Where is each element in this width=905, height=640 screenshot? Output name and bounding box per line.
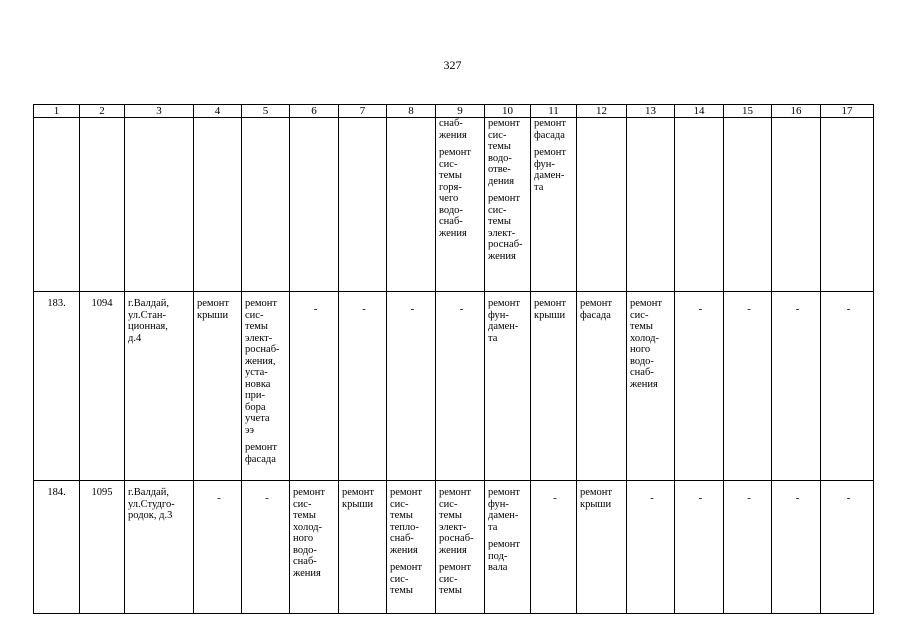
cell-col-6 [290,292,339,481]
works-table [33,104,874,614]
cell-col-10-work-1: ремонт фун- дамен- та [488,487,521,533]
column-header-16: 16 [772,105,821,118]
cont-cell-11 [531,118,577,292]
cell-col-16 [772,292,821,481]
column-header-12: 12 [577,105,627,118]
column-header-9: 9 [436,105,485,118]
cell-col-1: 184. [34,481,80,614]
cell-col-11 [531,481,577,614]
column-header-11: 11 [531,105,577,118]
cont-c9-work-2: ремонт сис- темы горя- чего водо- снаб- жения [439,147,472,239]
cell-col-14 [675,292,724,481]
column-header-2: 2 [80,105,125,118]
cell-col-11-work-1: ремонт крыши [534,298,567,321]
cell-col-15 [724,481,772,614]
cell-col-4 [194,292,242,481]
cell-col-6 [290,481,339,614]
empty-dash: - [698,304,703,315]
cell-col-12-work-1: ремонт крыши [580,487,613,510]
column-header-1: 1 [34,105,80,118]
column-header-14: 14 [675,105,724,118]
cell-col-8 [387,292,436,481]
cont-c11-work-2: ремонт фун- дамен- та [534,147,567,193]
empty-dash: - [313,304,318,315]
continuation-row [34,118,874,292]
cell-col-6-work-1: ремонт сис- темы холод- ного водо- снаб- жения [293,487,326,579]
cont-c11-work-1: ремонт фасада [534,118,567,141]
cell-col-8-work-1: ремонт сис- темы тепло- снаб- жения [390,487,423,556]
empty-dash: - [846,493,851,504]
empty-dash: - [362,304,366,315]
column-header-10: 10 [485,105,531,118]
cell-col-15 [724,292,772,481]
cell-col-12 [577,292,627,481]
column-header-7: 7 [339,105,387,118]
cell-col-8-work-2: ремонт сис- темы [390,562,423,596]
column-header-5: 5 [242,105,290,118]
cell-col-9-work-2: ремонт сис- темы [439,562,472,596]
column-header-4: 4 [194,105,242,118]
cell-col-10-work-1: ремонт фун- дамен- та [488,298,521,344]
column-header-13: 13 [627,105,675,118]
header-row [34,105,874,118]
cont-cell-9 [436,118,485,292]
cell-col-9-work-1: ремонт сис- темы элект- роснаб- жения [439,487,474,556]
cell-col-5-work-1: ремонт сис- темы элект- роснаб- жения, уста- новка при- бора учета ээ [245,298,280,436]
cell-col-9 [436,292,485,481]
cell-col-7 [339,292,387,481]
column-header-8: 8 [387,105,436,118]
empty-dash: - [846,304,851,315]
cont-cell-10 [485,118,531,292]
empty-dash: - [265,493,269,504]
cell-col-13 [627,481,675,614]
cell-col-11 [531,292,577,481]
table-row [34,292,874,481]
cell-col-9 [436,481,485,614]
cont-c9-work-1: снаб- жения [439,118,467,141]
column-header-15: 15 [724,105,772,118]
cell-col-2: 1094 [80,292,125,481]
cell-col-17 [821,481,874,614]
cont-c10-work-2: ремонт сис- темы элект- роснаб- жения [488,193,523,262]
empty-dash: - [795,304,800,315]
column-header-6: 6 [290,105,339,118]
cell-col-4-work-1: ремонт крыши [197,298,230,321]
empty-dash: - [795,493,800,504]
cell-col-3: г.Валдай, ул.Студго- родок, д.3 [125,481,194,614]
cell-col-5 [242,481,290,614]
cell-col-10-work-2: ремонт под- вала [488,539,521,573]
cell-col-1: 183. [34,292,80,481]
cell-col-3: г.Валдай, ул.Стан- ционная, д.4 [125,292,194,481]
page-number: 327 [443,58,462,72]
cell-col-10 [485,292,531,481]
empty-dash: - [553,493,557,504]
cell-col-7-work-1: ремонт крыши [342,487,375,510]
cell-col-16 [772,481,821,614]
empty-dash: - [747,493,751,504]
cell-col-7 [339,481,387,614]
cell-col-14 [675,481,724,614]
empty-dash: - [459,304,464,315]
cell-col-10 [485,481,531,614]
cell-col-12 [577,481,627,614]
cell-col-5-work-2: ремонт фасада [245,442,278,465]
cell-col-13 [627,292,675,481]
cont-c10-work-1: ремонт сис- темы водо- отве- дения [488,118,521,187]
column-header-3: 3 [125,105,194,118]
cell-col-17 [821,292,874,481]
empty-dash: - [698,493,703,504]
empty-dash: - [650,493,654,504]
cell-col-12-work-1: ремонт фасада [580,298,613,321]
cell-col-5 [242,292,290,481]
empty-dash: - [747,304,751,315]
column-header-17: 17 [821,105,874,118]
cell-col-2: 1095 [80,481,125,614]
cell-col-8 [387,481,436,614]
table-row [34,481,874,614]
empty-dash: - [217,493,221,504]
cell-col-4 [194,481,242,614]
cell-col-13-work-1: ремонт сис- темы холод- ного водо- снаб- жения [630,298,663,390]
empty-dash: - [410,304,415,315]
